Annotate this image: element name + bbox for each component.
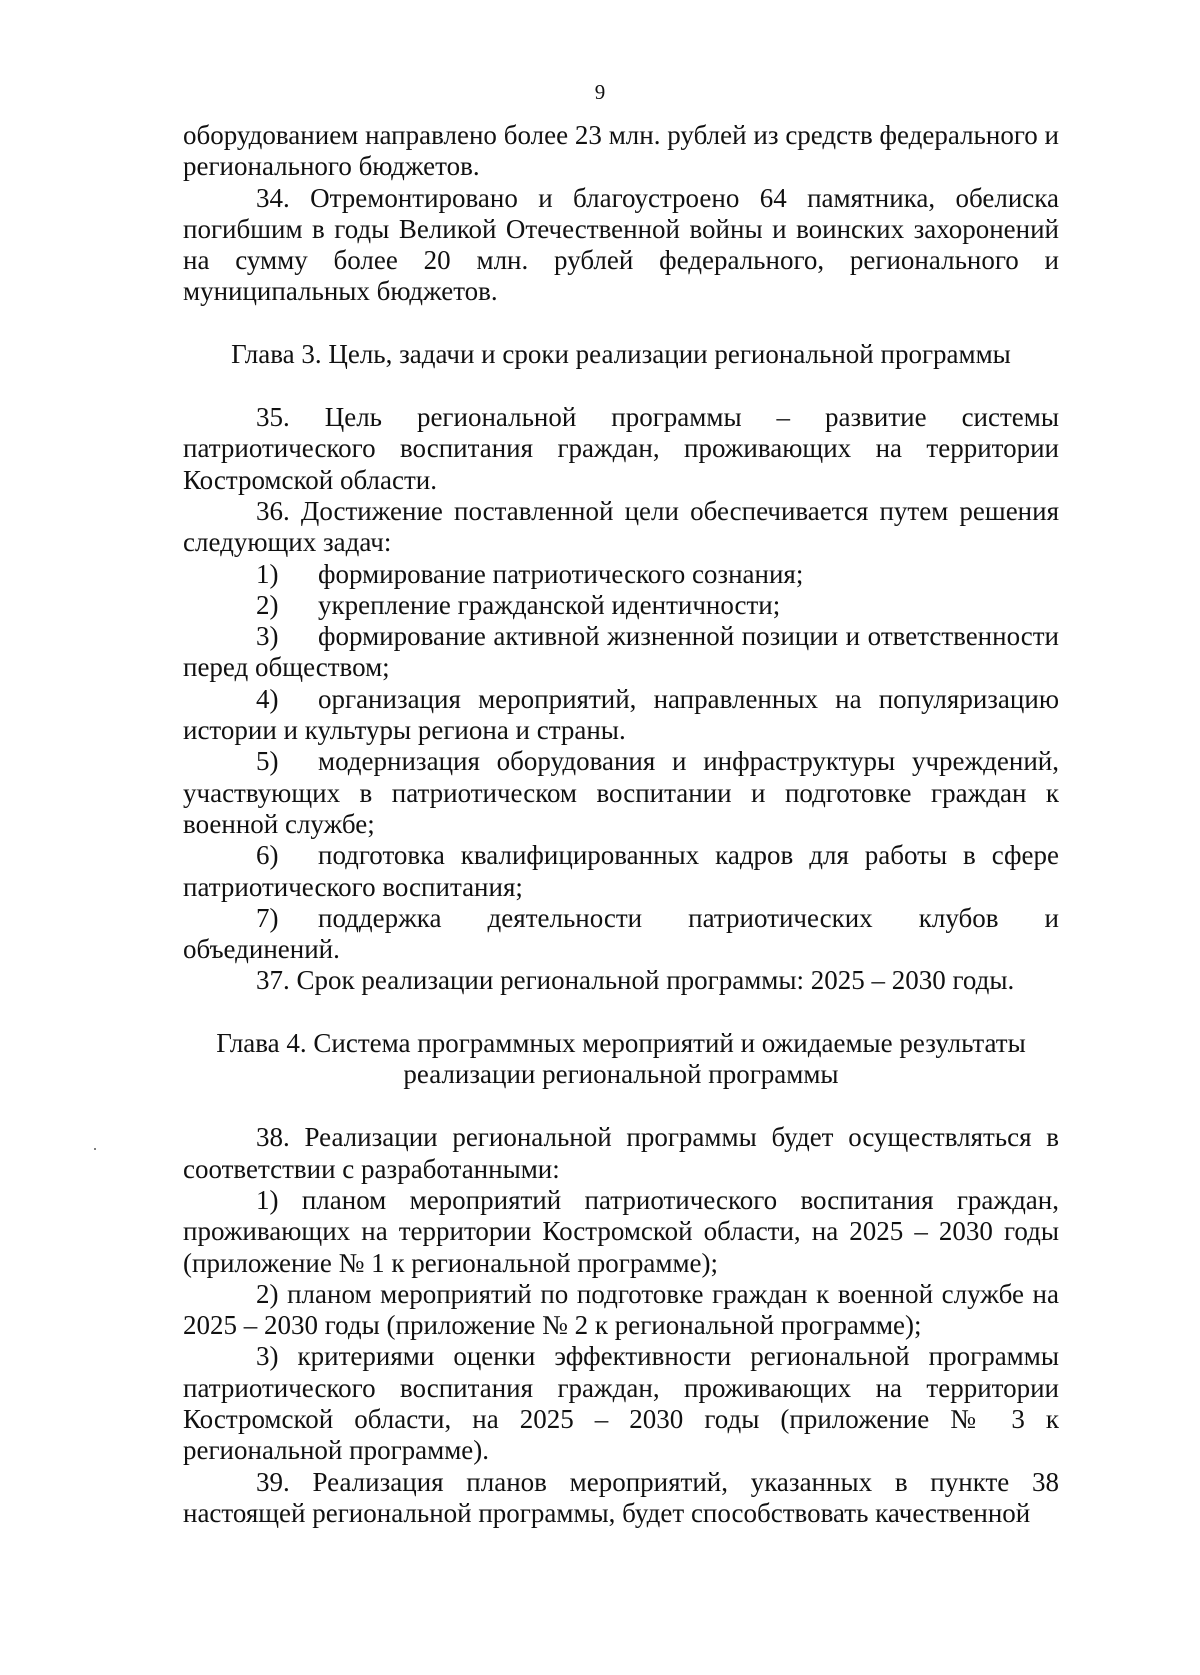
task-text: подготовка квалифицированных кадров для работы в сфере патриотического воспитания; bbox=[183, 840, 1059, 902]
chapter-4-title-line-2: реализации региональной программы bbox=[403, 1059, 839, 1090]
paragraph-37: 37. Срок реализации региональной программы: 2025 – 2030 годы. bbox=[256, 965, 1015, 996]
task-item-4 bbox=[183, 684, 1059, 747]
task-item-1 bbox=[183, 559, 1059, 590]
chapter-4-title-line-1: Глава 4. Система программных мероприятий и ожидаемые результаты bbox=[216, 1027, 1026, 1058]
paragraph-continuation: оборудованием направлено более 23 млн. рублей из средств федерального и регионального бюджетов. bbox=[183, 120, 1059, 182]
task-text: поддержка деятельности патриотических клубов и объединений. bbox=[183, 902, 1059, 965]
task-number: 4) bbox=[256, 683, 279, 714]
document-body bbox=[183, 120, 1059, 1529]
task-item-5 bbox=[183, 746, 1059, 840]
task-item-6 bbox=[183, 840, 1059, 903]
task-text: модернизация оборудования и инфраструктуры учреждений, участвующих в патриотическом воспитании и подготовке граждан к военной службе; bbox=[183, 746, 1059, 839]
paragraph-36: 36. Достижение поставленной цели обеспечивается путем решения следующих задач: bbox=[183, 495, 1059, 558]
page-number: 9 bbox=[594, 80, 606, 104]
paragraph-38: 38. Реализации региональной программы будет осуществляться в соответствии с разработанными: bbox=[183, 1122, 1059, 1184]
task-item-7 bbox=[183, 903, 1059, 966]
task-number: 5) bbox=[256, 746, 279, 777]
task-item-3 bbox=[183, 621, 1059, 684]
task-text: формирование активной жизненной позиции и ответственности перед обществом; bbox=[183, 621, 1059, 683]
task-text: укрепление гражданской идентичности; bbox=[318, 589, 781, 620]
paragraph-34: 34. Отремонтировано и благоустроено 64 памятника, обелиска погибшим в годы Великой Отечественной войны и воинских захоронений на сумму более 20 млн. рублей федерального, регионального и муниципальных бюджетов. bbox=[183, 182, 1059, 307]
paragraph-38-item-1: 1) планом мероприятий патриотического воспитания граждан, проживающих на территории Костромской области, на 2025 – 2030 годы (приложение № 1 к региональной программе); bbox=[183, 1184, 1059, 1278]
chapter-3-title: Глава 3. Цель, задачи и сроки реализации региональной программы bbox=[231, 338, 1011, 369]
task-text: формирование патриотического сознания; bbox=[318, 558, 804, 589]
task-number: 6) bbox=[256, 840, 279, 871]
paragraph-39: 39. Реализация планов мероприятий, указанных в пункте 38 настоящей региональной программы, будет способствовать качественной bbox=[183, 1466, 1059, 1528]
task-number: 3) bbox=[256, 621, 279, 652]
paragraph-38-item-3: 3) критериями оценки эффективности региональной программы патриотического воспитания граждан, проживающих на территории Костромской области, на 2025 – 2030 годы (приложение № 3 к региональной программе). bbox=[183, 1341, 1059, 1466]
paragraph-35: 35. Цель региональной программы – развитие системы патриотического воспитания граждан, проживающих на территории Костромской области. bbox=[183, 402, 1059, 495]
task-number: 2) bbox=[256, 589, 279, 620]
task-item-2 bbox=[183, 590, 1059, 621]
paragraph-38-item-2: 2) планом мероприятий по подготовке граждан к военной службе на 2025 – 2030 годы (приложение № 2 к региональной программе); bbox=[183, 1278, 1059, 1341]
task-number: 7) bbox=[256, 902, 279, 933]
task-text: организация мероприятий, направленных на популяризацию истории и культуры региона и страны. bbox=[183, 683, 1059, 746]
scan-speck bbox=[94, 1148, 96, 1150]
task-number: 1) bbox=[256, 558, 279, 589]
